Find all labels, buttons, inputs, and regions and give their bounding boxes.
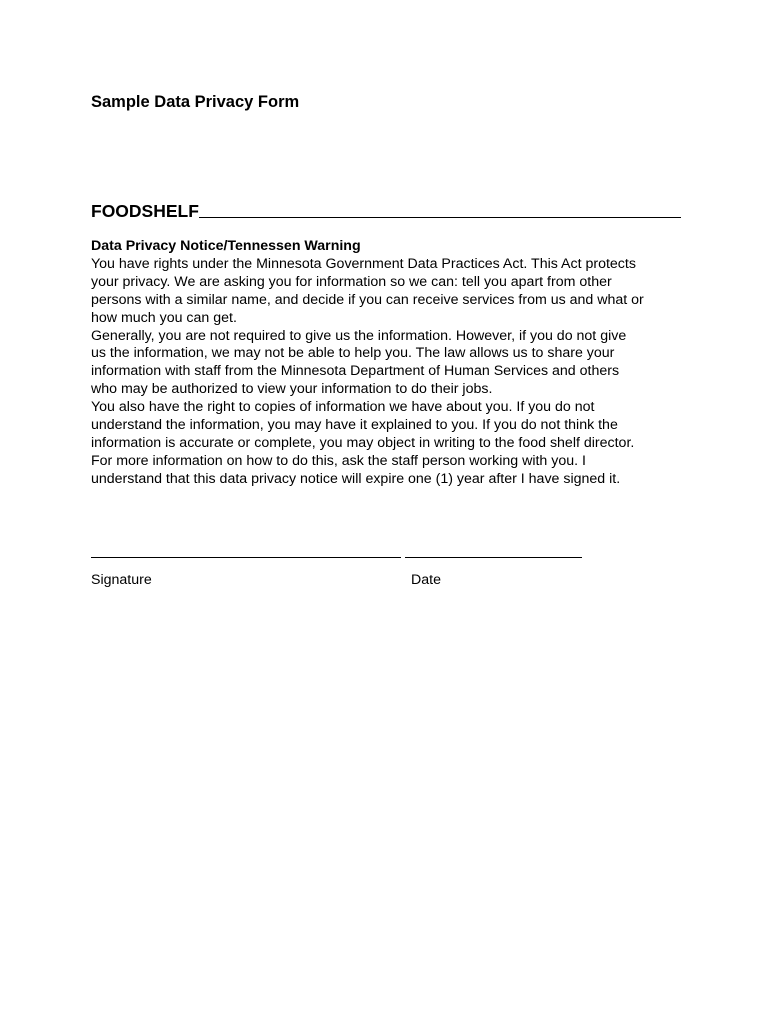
signature-label: Signature	[91, 572, 152, 588]
notice-line: For more information on how to do this, ask the staff person working with you. I	[91, 452, 586, 469]
date-line[interactable]	[405, 557, 582, 558]
foodshelf-field	[91, 197, 681, 221]
foodshelf-blank-line	[199, 217, 681, 218]
notice-line: information with staff from the Minnesota Department of Human Services and others	[91, 363, 620, 380]
notice-line: how much you can get.	[91, 309, 237, 326]
notice-line: persons with a similar name, and decide if you can receive services from us and what or	[91, 291, 644, 308]
notice-line: understand that this data privacy notice will expire one (1) year after I have signed it.	[91, 470, 621, 487]
notice-line: who may be authorized to view your information to do their jobs.	[91, 381, 493, 398]
notice-heading: Data Privacy Notice/Tennessen Warning	[91, 238, 361, 254]
notice-line: You have rights under the Minnesota Government Data Practices Act. This Act protects	[91, 255, 636, 272]
date-label: Date	[411, 572, 441, 588]
notice-line: understand the information, you may have it explained to you. If you do not think the	[91, 417, 618, 434]
document-title: Sample Data Privacy Form	[91, 93, 300, 111]
privacy-notice	[91, 238, 691, 489]
notice-line: your privacy. We are asking you for information so we can: tell you apart from other	[91, 273, 612, 290]
notice-line: Generally, you are not required to give us the information. However, if you do not give	[91, 327, 627, 344]
signature-line[interactable]	[91, 557, 401, 558]
notice-line: us the information, we may not be able to help you. The law allows us to share your	[91, 345, 615, 362]
notice-line: You also have the right to copies of information we have about you. If you do not	[91, 399, 595, 416]
foodshelf-label: FOODSHELF	[91, 201, 199, 221]
notice-line: information is accurate or complete, you may object in writing to the food shelf director.	[91, 434, 635, 451]
